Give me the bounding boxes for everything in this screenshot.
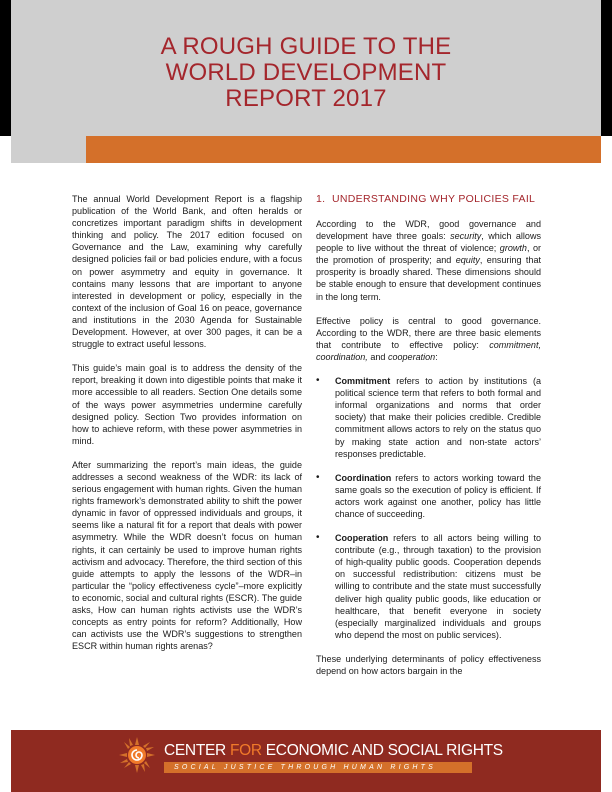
org-name-part: CENTER [164,742,230,759]
left-column [72,193,302,664]
text-run: and [367,351,388,362]
org-name-for: FOR [229,742,262,759]
right-column [316,193,541,689]
page-title [11,34,601,112]
bullet-term: Coordination [335,472,392,483]
terms-commitment-coordination: commitment, coordination, [316,339,541,362]
divider-right [601,136,612,163]
policy-paragraph [316,315,541,363]
title-line-3: REPORT 2017 [225,85,387,112]
org-tagline: SOCIAL JUSTICE THROUGH HUMAN RIGHTS [174,764,436,771]
bullet-text: refers to all actors being willing to contribute (e.g., through taxation) to the provision of high-quality public goods. Cooperation depends on successful redistribution: citizens must be willing to contribute and the state must successfully deliver high quality public goods, like education or healthcare, that benefit everyone in society (especially marginalized individuals and groups who depend the most on public services). [335,533,541,640]
title-line-2: WORLD DEVELOPMENT [165,59,447,86]
intro-paragraph: The annual World Development Report is a flagship publication of the World Bank, and often heralds or concretizes important paradigm shifts in development thinking and policy. The 2017 edition focused on Governance and the Law, examining why carefully designed policies fail or bad policies endure, with a focus on power asymmetry and equity in governance. It contains many lessons that are important to anyone interested in development or policy, especially in the context of the inclusion of Goal 16 on peace, governance and institutions in the 2030 Agenda for Sustainable Development. However, at over 300 pages, it can be a struggle to extract useful lessons. [72,194,302,350]
text-run: , or the promotion of prosperity; and [316,243,541,266]
list-item [316,532,541,641]
text-run: : [435,351,438,362]
text-run: Effective policy is central to good governance. According to the WDR, there are three basic elements that contribute to effective policy: [316,315,541,350]
term-growth: growth [499,243,527,254]
bullet-term: Cooperation [335,533,389,544]
org-name-part: ECONOMIC AND SOCIAL RIGHTS [261,742,503,759]
term-security: security [450,231,482,242]
determinants-paragraph: These underlying determinants of policy effectiveness depend on how actors bargain in the [316,653,541,676]
accent-orange-bar [86,136,601,163]
term-equity: equity [455,255,480,266]
elements-list [316,375,541,641]
list-item [316,375,541,460]
title-panel [11,0,601,136]
section-heading [316,193,541,206]
bullet-term: Commitment [335,376,391,387]
goals-paragraph [316,218,541,303]
footer-bar [11,730,601,792]
bullet-text: refers to action by institutions (a political science term that refers to both formal and informal organizations and norms that order society) that make their policies credible. Credible commitment allows actors to rely on the status quo by making state action and non-state actors’ responses predictable. [335,376,541,459]
term-cooperation: cooperation [387,351,436,362]
text-run: According to the WDR, good governance and development have three goals: [316,219,541,242]
divider-left [0,136,11,163]
section-title: UNDERSTANDING WHY POLICIES FAIL [332,193,536,205]
org-name [164,742,503,759]
goal-paragraph: This guide’s main goal is to address the density of the report, breaking it down into digestible points that make it more accessible to all readers. Section One details some of the ways power asymmetries undermine carefully designed policy. Section Two provides information on how to achieve reform, with these power asymmetries in mind. [72,363,302,446]
text-run: , which allows people to live without the threat of violence; [316,231,541,254]
accent-grey-strip [11,136,86,163]
list-item [316,472,541,520]
bullet-text: refers to actors working toward the same goals so the execution of policy is efficient. If actors work against one another, policy has little chance of succeeding. [335,472,541,519]
human-rights-paragraph: After summarizing the report’s main ideas, the guide addresses a second weakness of the WDR: its lack of serious engagement with human rights. Given the human rights framework’s demonstrated ability to shift the power dynamic in favor of oppressed individuals and groups, it seems like a natural fit for a report that deals with power asymmetry. While the WDR doesn’t focus on human rights, it can certainly be used to improve human rights activism and advocacy. Therefore, the third section of this guide attempts to apply the lessons of the WDR–in particular the “policy effectiveness cycle”–more explicitly to economic, social and cultural rights (ESCR). The guide asks, How can human rights activists use the WDR’s concepts as entry points for reform? Additionally, How can activists use the WDR’s suggestions to strengthen ESCR within human rights arenas? [72,459,302,652]
text-run: , ensuring that prosperity is broadly shared. These dimensions should be stable enough to ensure that development continues in the long term. [316,255,541,302]
section-number: 1. [316,193,326,205]
title-line-1: A ROUGH GUIDE TO THE [160,33,452,60]
sun-logo-icon [119,737,155,773]
